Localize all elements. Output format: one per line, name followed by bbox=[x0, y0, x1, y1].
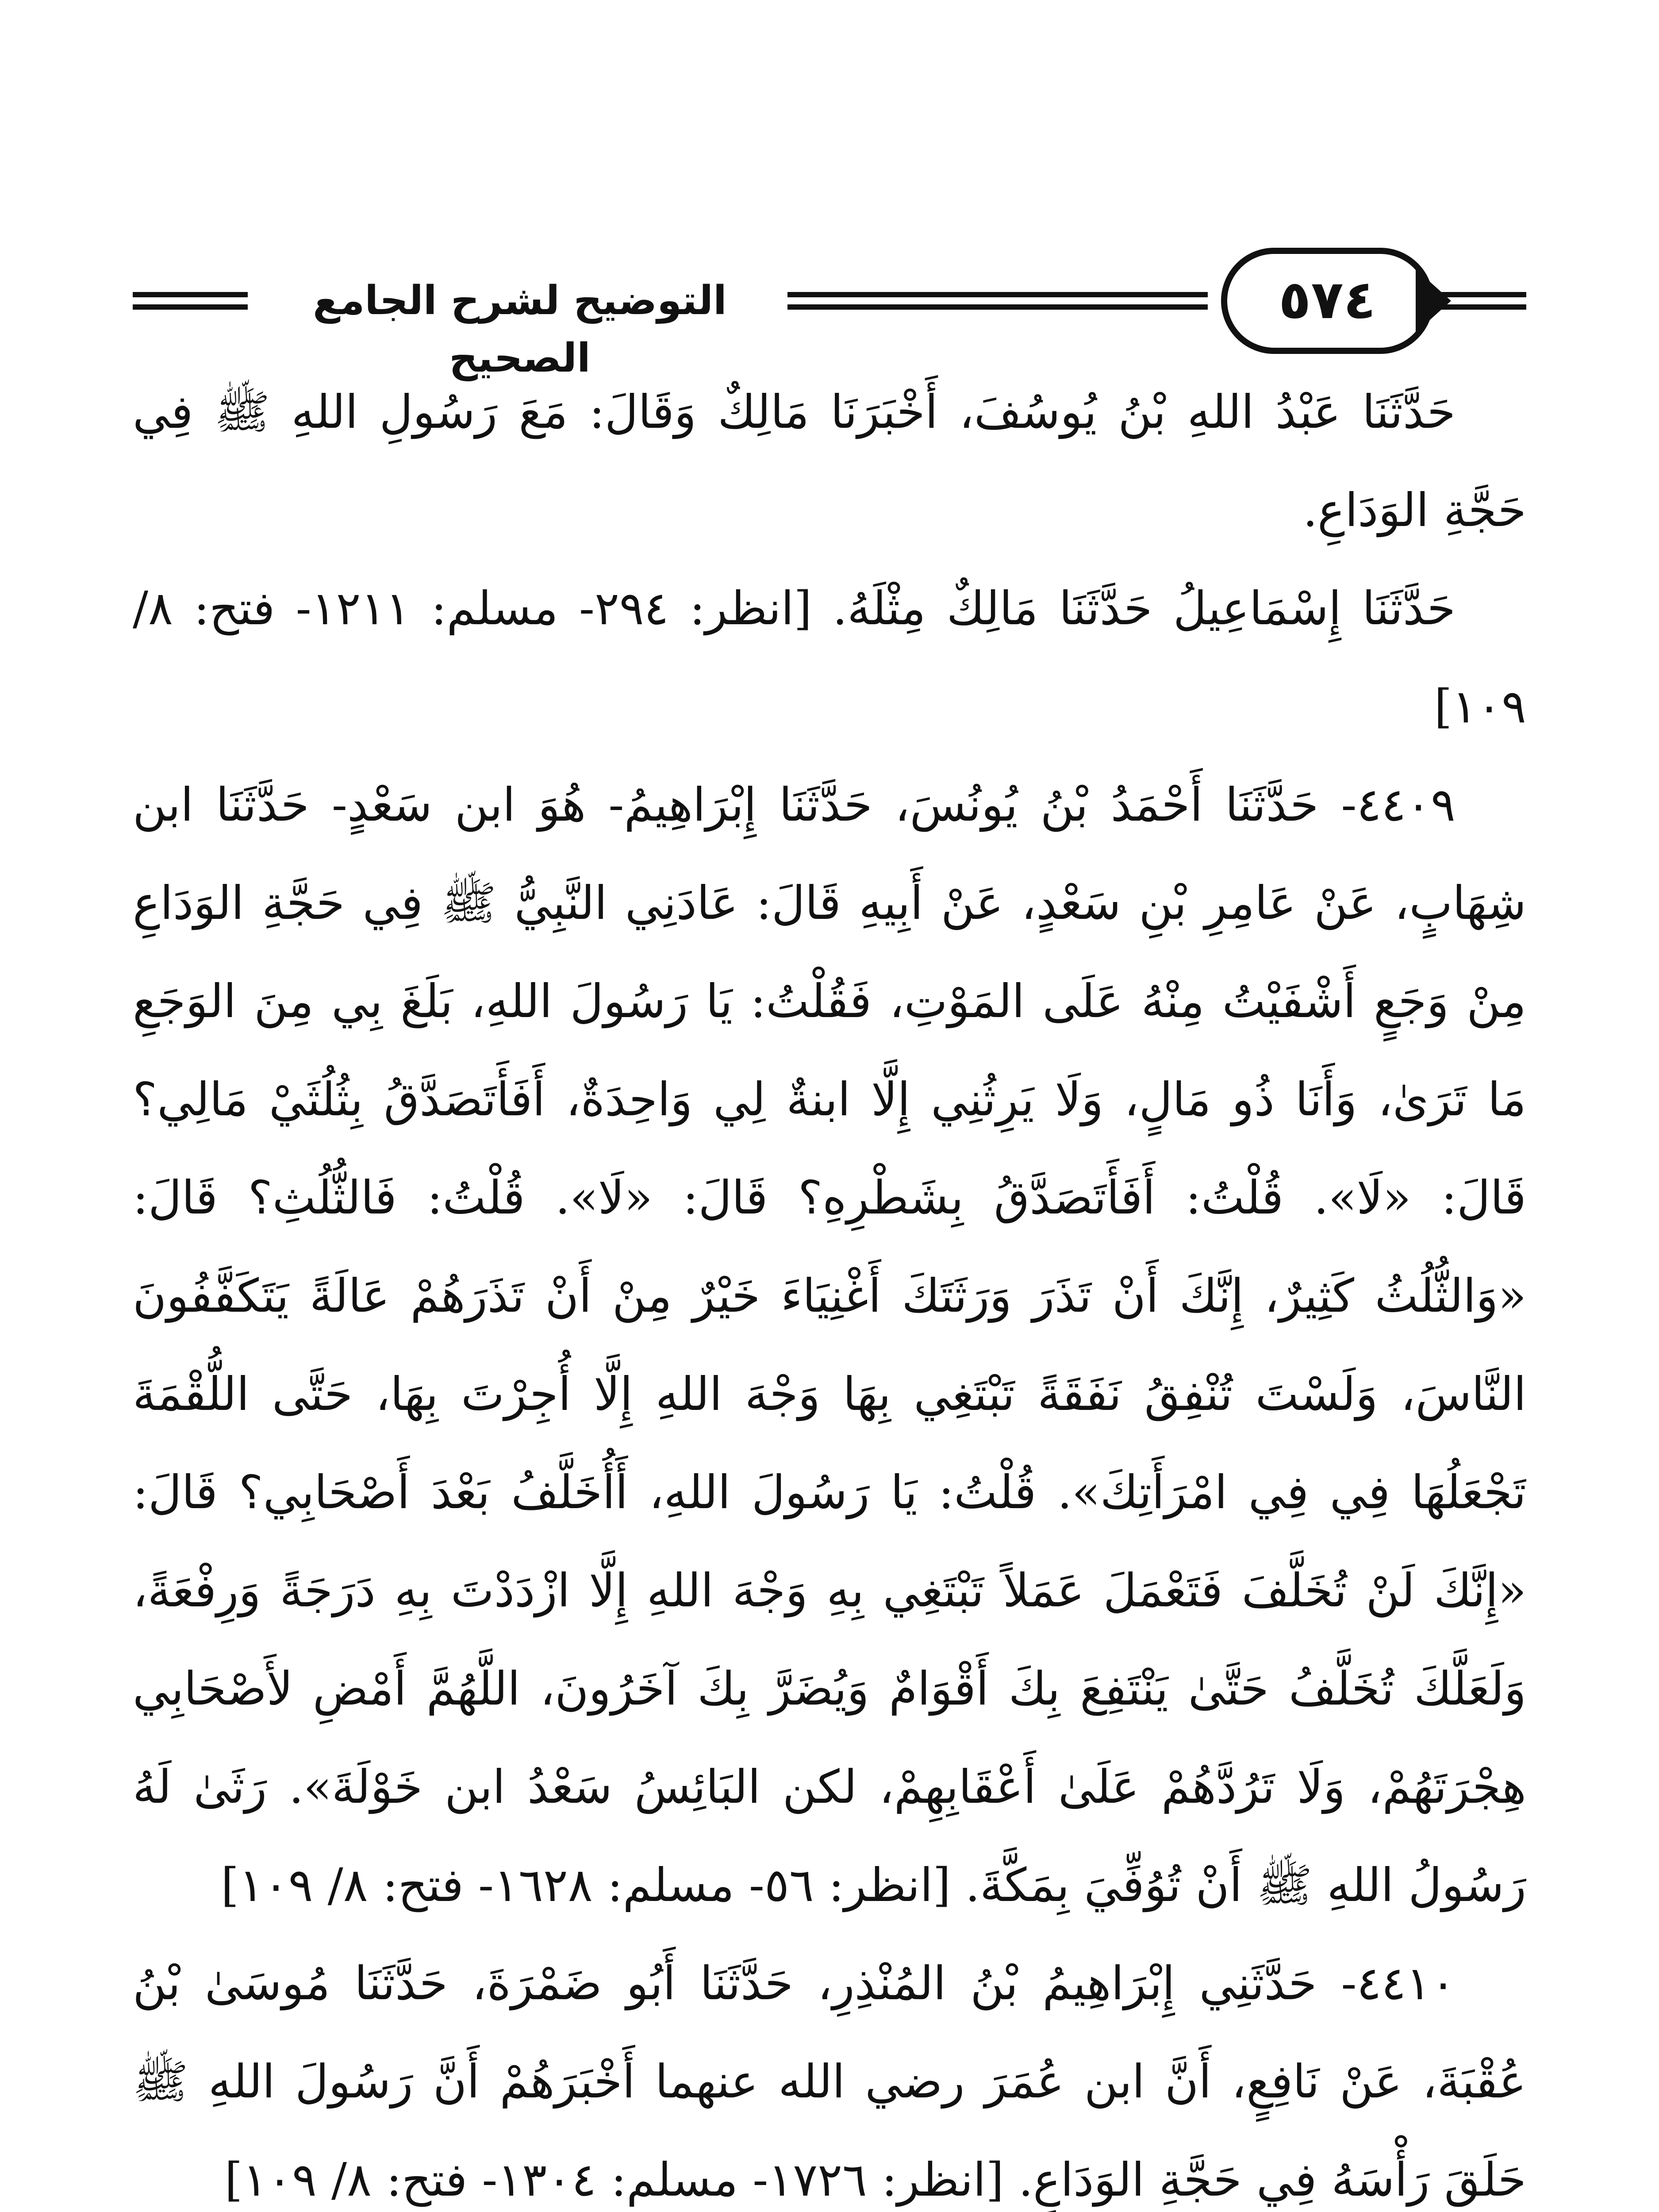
main-text bbox=[133, 363, 1526, 2212]
paragraph-ismail: حَدَّثَنَا إِسْمَاعِيلُ حَدَّثَنَا مَالِكٌ مِثْلَهُ. [انظر: ٢٩٤- مسلم: ١٢١١- فتح: ٨/ ١٠٩] bbox=[133, 581, 1526, 733]
paragraph-hadith-4410: ٤٤١٠- حَدَّثَنِي إِبْرَاهِيمُ بْنُ المُنْذِرِ، حَدَّثَنَا أَبُو ضَمْرَةَ، حَدَّثَنَا مُوسَىٰ بْنُ عُقْبَةَ، عَنْ نَافِعٍ، أَنَّ ابن عُمَرَ رضي الله عنهما أَخْبَرَهُمْ أَنَّ رَسُولَ اللهِ ﷺ حَلَقَ رَأْسَهُ فِي حَجَّةِ الوَدَاعِ. [انظر: ١٧٢٦- مسلم: ١٣٠٤- فتح: ٨/ ١٠٩] bbox=[133, 1956, 1526, 2207]
header-rule-left bbox=[133, 292, 248, 310]
page-number: ٥٧٤ bbox=[1221, 248, 1433, 354]
page-header bbox=[133, 248, 1526, 381]
paragraph-hadith-intro: حَدَّثَنَا عَبْدُ اللهِ بْنُ يُوسُفَ، أَخْبَرَنَا مَالِكٌ وَقَالَ: مَعَ رَسُولِ اللهِ ﷺ فِي حَجَّةِ الوَدَاعِ. bbox=[133, 385, 1526, 537]
header-rule-middle bbox=[787, 292, 1208, 310]
book-title: التوضيح لشرح الجامع الصحيح bbox=[313, 277, 727, 381]
paragraph-hadith-4409: ٤٤٠٩- حَدَّثَنَا أَحْمَدُ بْنُ يُونُسَ، حَدَّثَنَا إِبْرَاهِيمُ- هُوَ ابن سَعْدٍ- حَدَّثَنَا ابن شِهَابٍ، عَنْ عَامِرِ بْنِ سَعْدٍ، عَنْ أَبِيهِ قَالَ: عَادَنِي النَّبِيُّ ﷺ فِي حَجَّةِ الوَدَاعِ مِنْ وَجَعٍ أَشْفَيْتُ مِنْهُ عَلَى المَوْتِ، فَقُلْتُ: يَا رَسُولَ اللهِ، بَلَغَ بِي مِنَ الوَجَعِ مَا تَرَىٰ، وَأَنَا ذُو مَالٍ، وَلَا يَرِثُنِي إِلَّا ابنةٌ لِي وَاحِدَةٌ، أَفَأَتَصَدَّقُ بِثُلُثَيْ مَالِي؟ قَالَ: «لَا». قُلْتُ: أَفَأَتَصَدَّقُ بِشَطْرِهِ؟ قَالَ: «لَا». قُلْتُ: فَالثُّلُثِ؟ قَالَ: «وَالثُّلُثُ كَثِيرٌ، إِنَّكَ أَنْ تَذَرَ وَرَثَتَكَ أَغْنِيَاءَ خَيْرٌ مِنْ أَنْ تَذَرَهُمْ عَالَةً يَتَكَفَّفُونَ النَّاسَ، وَلَسْتَ تُنْفِقُ نَفَقَةً تَبْتَغِي بِهَا وَجْهَ اللهِ إِلَّا أُجِرْتَ بِهَا، حَتَّى اللُّقْمَةَ تَجْعَلُهَا فِي فِي امْرَأَتِكَ». قُلْتُ: يَا رَسُولَ اللهِ، أَأُخَلَّفُ بَعْدَ أَصْحَابِي؟ قَالَ: «إِنَّكَ لَنْ تُخَلَّفَ فَتَعْمَلَ عَمَلاً تَبْتَغِي بِهِ وَجْهَ اللهِ إِلَّا ازْدَدْتَ بِهِ دَرَجَةً وَرِفْعَةً، وَلَعَلَّكَ تُخَلَّفُ حَتَّىٰ يَنْتَفِعَ بِكَ أَقْوَامٌ وَيُضَرَّ بِكَ آخَرُونَ، اللَّهُمَّ أَمْضِ لأَصْحَابِي هِجْرَتَهُمْ، وَلَا تَرُدَّهُمْ عَلَىٰ أَعْقَابِهِمْ، لكن البَائِسُ سَعْدُ ابن خَوْلَةَ». رَثَىٰ لَهُ رَسُولُ اللهِ ﷺ أَنْ تُوُفِّيَ بِمَكَّةَ. [انظر: ٥٦- مسلم: ١٦٢٨- فتح: ٨/ ١٠٩] bbox=[133, 778, 1526, 1912]
header-rule-right bbox=[1438, 292, 1526, 310]
